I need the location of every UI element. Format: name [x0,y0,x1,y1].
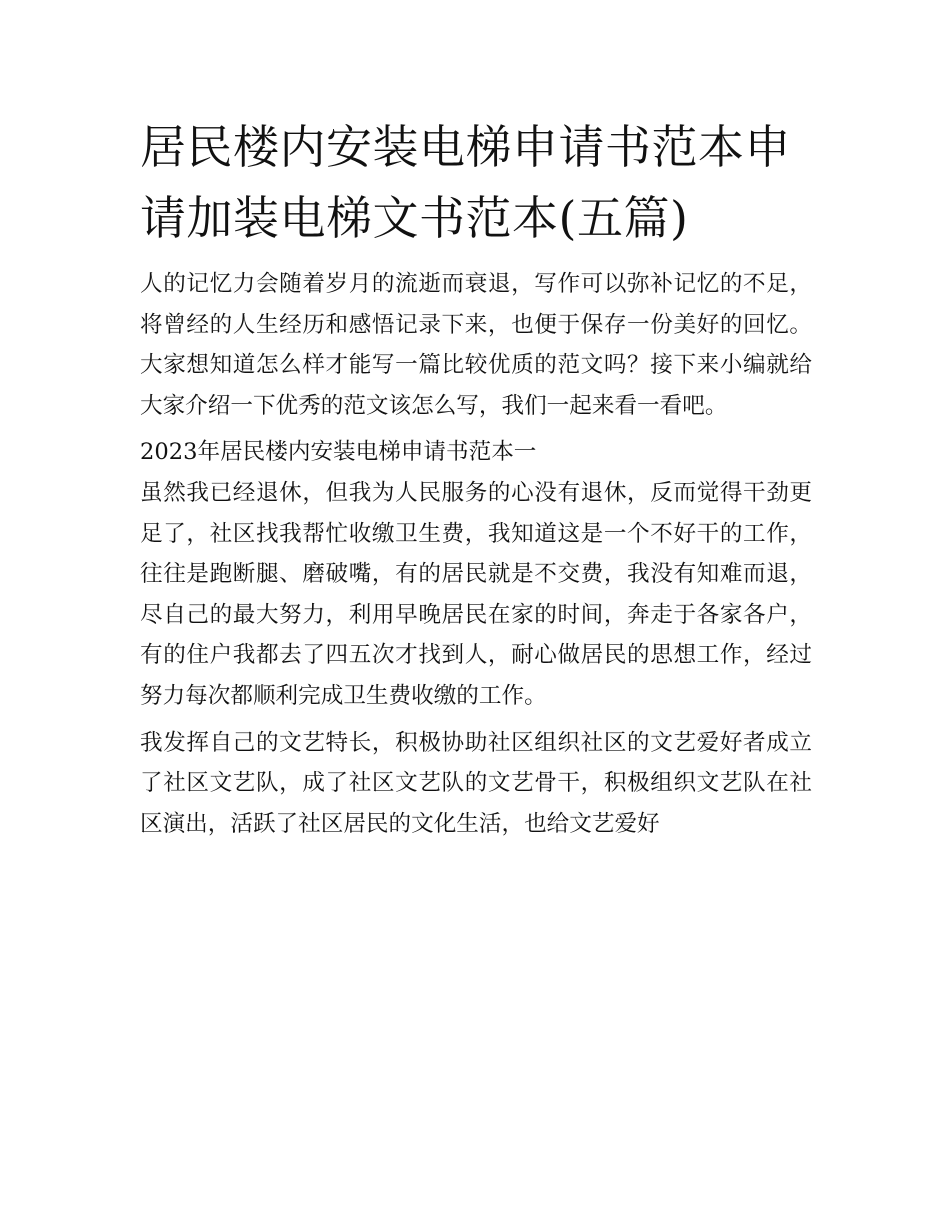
section-heading: 2023年居民楼内安装电梯申请书范本一 [140,439,537,466]
document-body [140,112,812,844]
body-paragraph: 虽然我已经退休，但我为人民服务的心没有退休，反而觉得干劲更足了，社区找我帮忙收缴卫生费，我知道这是一个不好干的工作，往往是跑断腿、磨破嘴，有的居民就是不交费，我没有知难而退，尽自己的最大努力，利用早晚居民在家的时间，奔走于各家各户，有的住户我都去了四五次才找到人，耐心做居民的思想工作，经过努力每次都顺利完成卫生费收缴的工作。 [140,479,812,709]
document-title: 居民楼内安装电梯申请书范本申请加装电梯文书范本(五篇) [140,120,791,245]
body-paragraph: 我发挥自己的文艺特长，积极协助社区组织社区的文艺爱好者成立了社区文艺队，成了社区文艺队的文艺骨干，积极组织文艺队在社区演出，活跃了社区居民的文化生活，也给文艺爱好 [140,729,812,837]
intro-paragraph: 人的记忆力会随着岁月的流逝而衰退，写作可以弥补记忆的不足，将曾经的人生经历和感悟记录下来，也便于保存一份美好的回忆。大家想知道怎么样才能写一篇比较优质的范文吗？接下来小编就给大家介绍一下优秀的范文该怎么写，我们一起来看一看吧。 [140,271,812,419]
